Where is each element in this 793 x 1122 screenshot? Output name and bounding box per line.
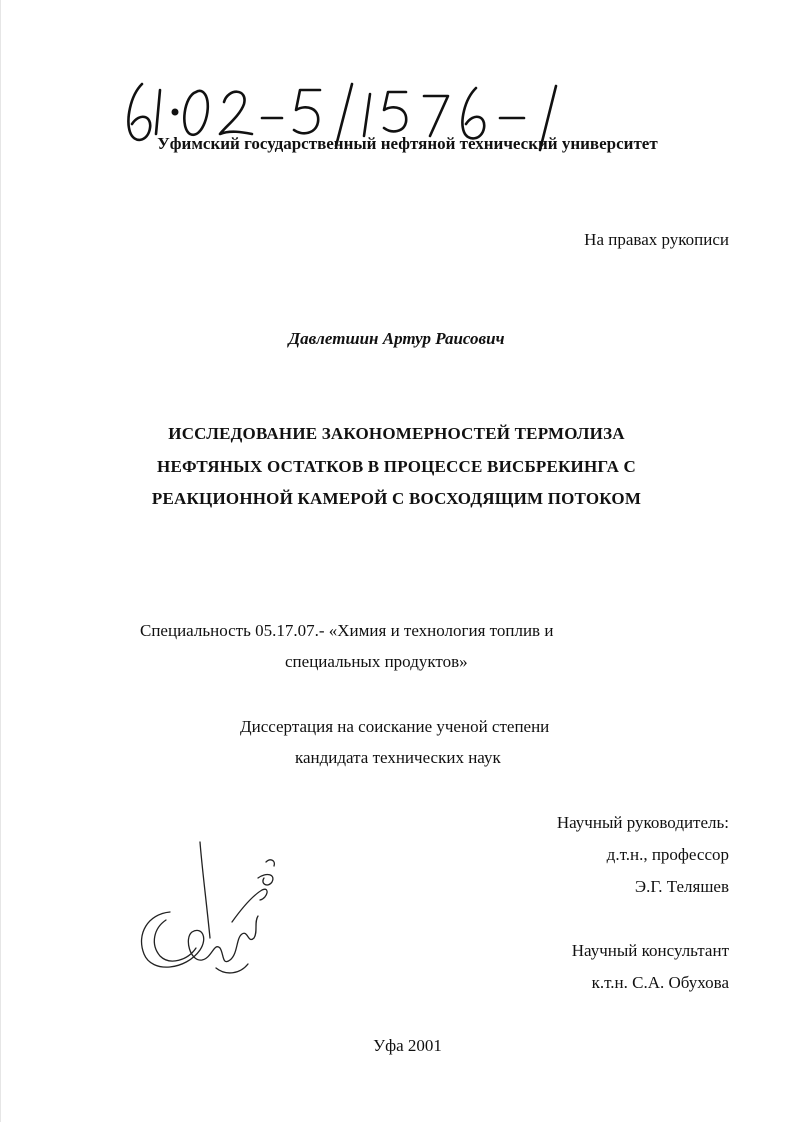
handwritten-signature [130,838,290,988]
author-name: Давлетшин Артур Раисович [288,329,505,348]
supervisor-degree: д.т.н., профессор [606,845,729,864]
manuscript-rights-note: На правах рукописи [584,230,729,249]
dissertation-title-line: ИССЛЕДОВАНИЕ ЗАКОНОМЕРНОСТЕЙ ТЕРМОЛИЗА [168,424,625,443]
supervisor-name: Э.Г. Теляшев [634,877,729,896]
consultant-label: Научный консультант [571,941,729,960]
university-name: Уфимский государственный нефтяной технический университет [157,134,658,153]
supervisor-label: Научный руководитель: [556,813,729,832]
consultant-name: к.т.н. С.А. Обухова [591,973,729,992]
specialty-line: Специальность 05.17.07.- «Химия и технология топлив и [140,621,554,640]
dissertation-title-line: НЕФТЯНЫХ ОСТАТКОВ В ПРОЦЕССЕ ВИСБРЕКИНГА С [157,457,636,476]
degree-statement-line: Диссертация на соискание ученой степени [240,717,550,736]
specialty-line: специальных продуктов» [285,652,468,671]
city-and-year: Уфа 2001 [373,1036,442,1055]
dissertation-title-line: РЕАКЦИОННОЙ КАМЕРОЙ С ВОСХОДЯЩИМ ПОТОКОМ [151,489,642,508]
degree-statement-line: кандидата технических наук [295,748,501,767]
